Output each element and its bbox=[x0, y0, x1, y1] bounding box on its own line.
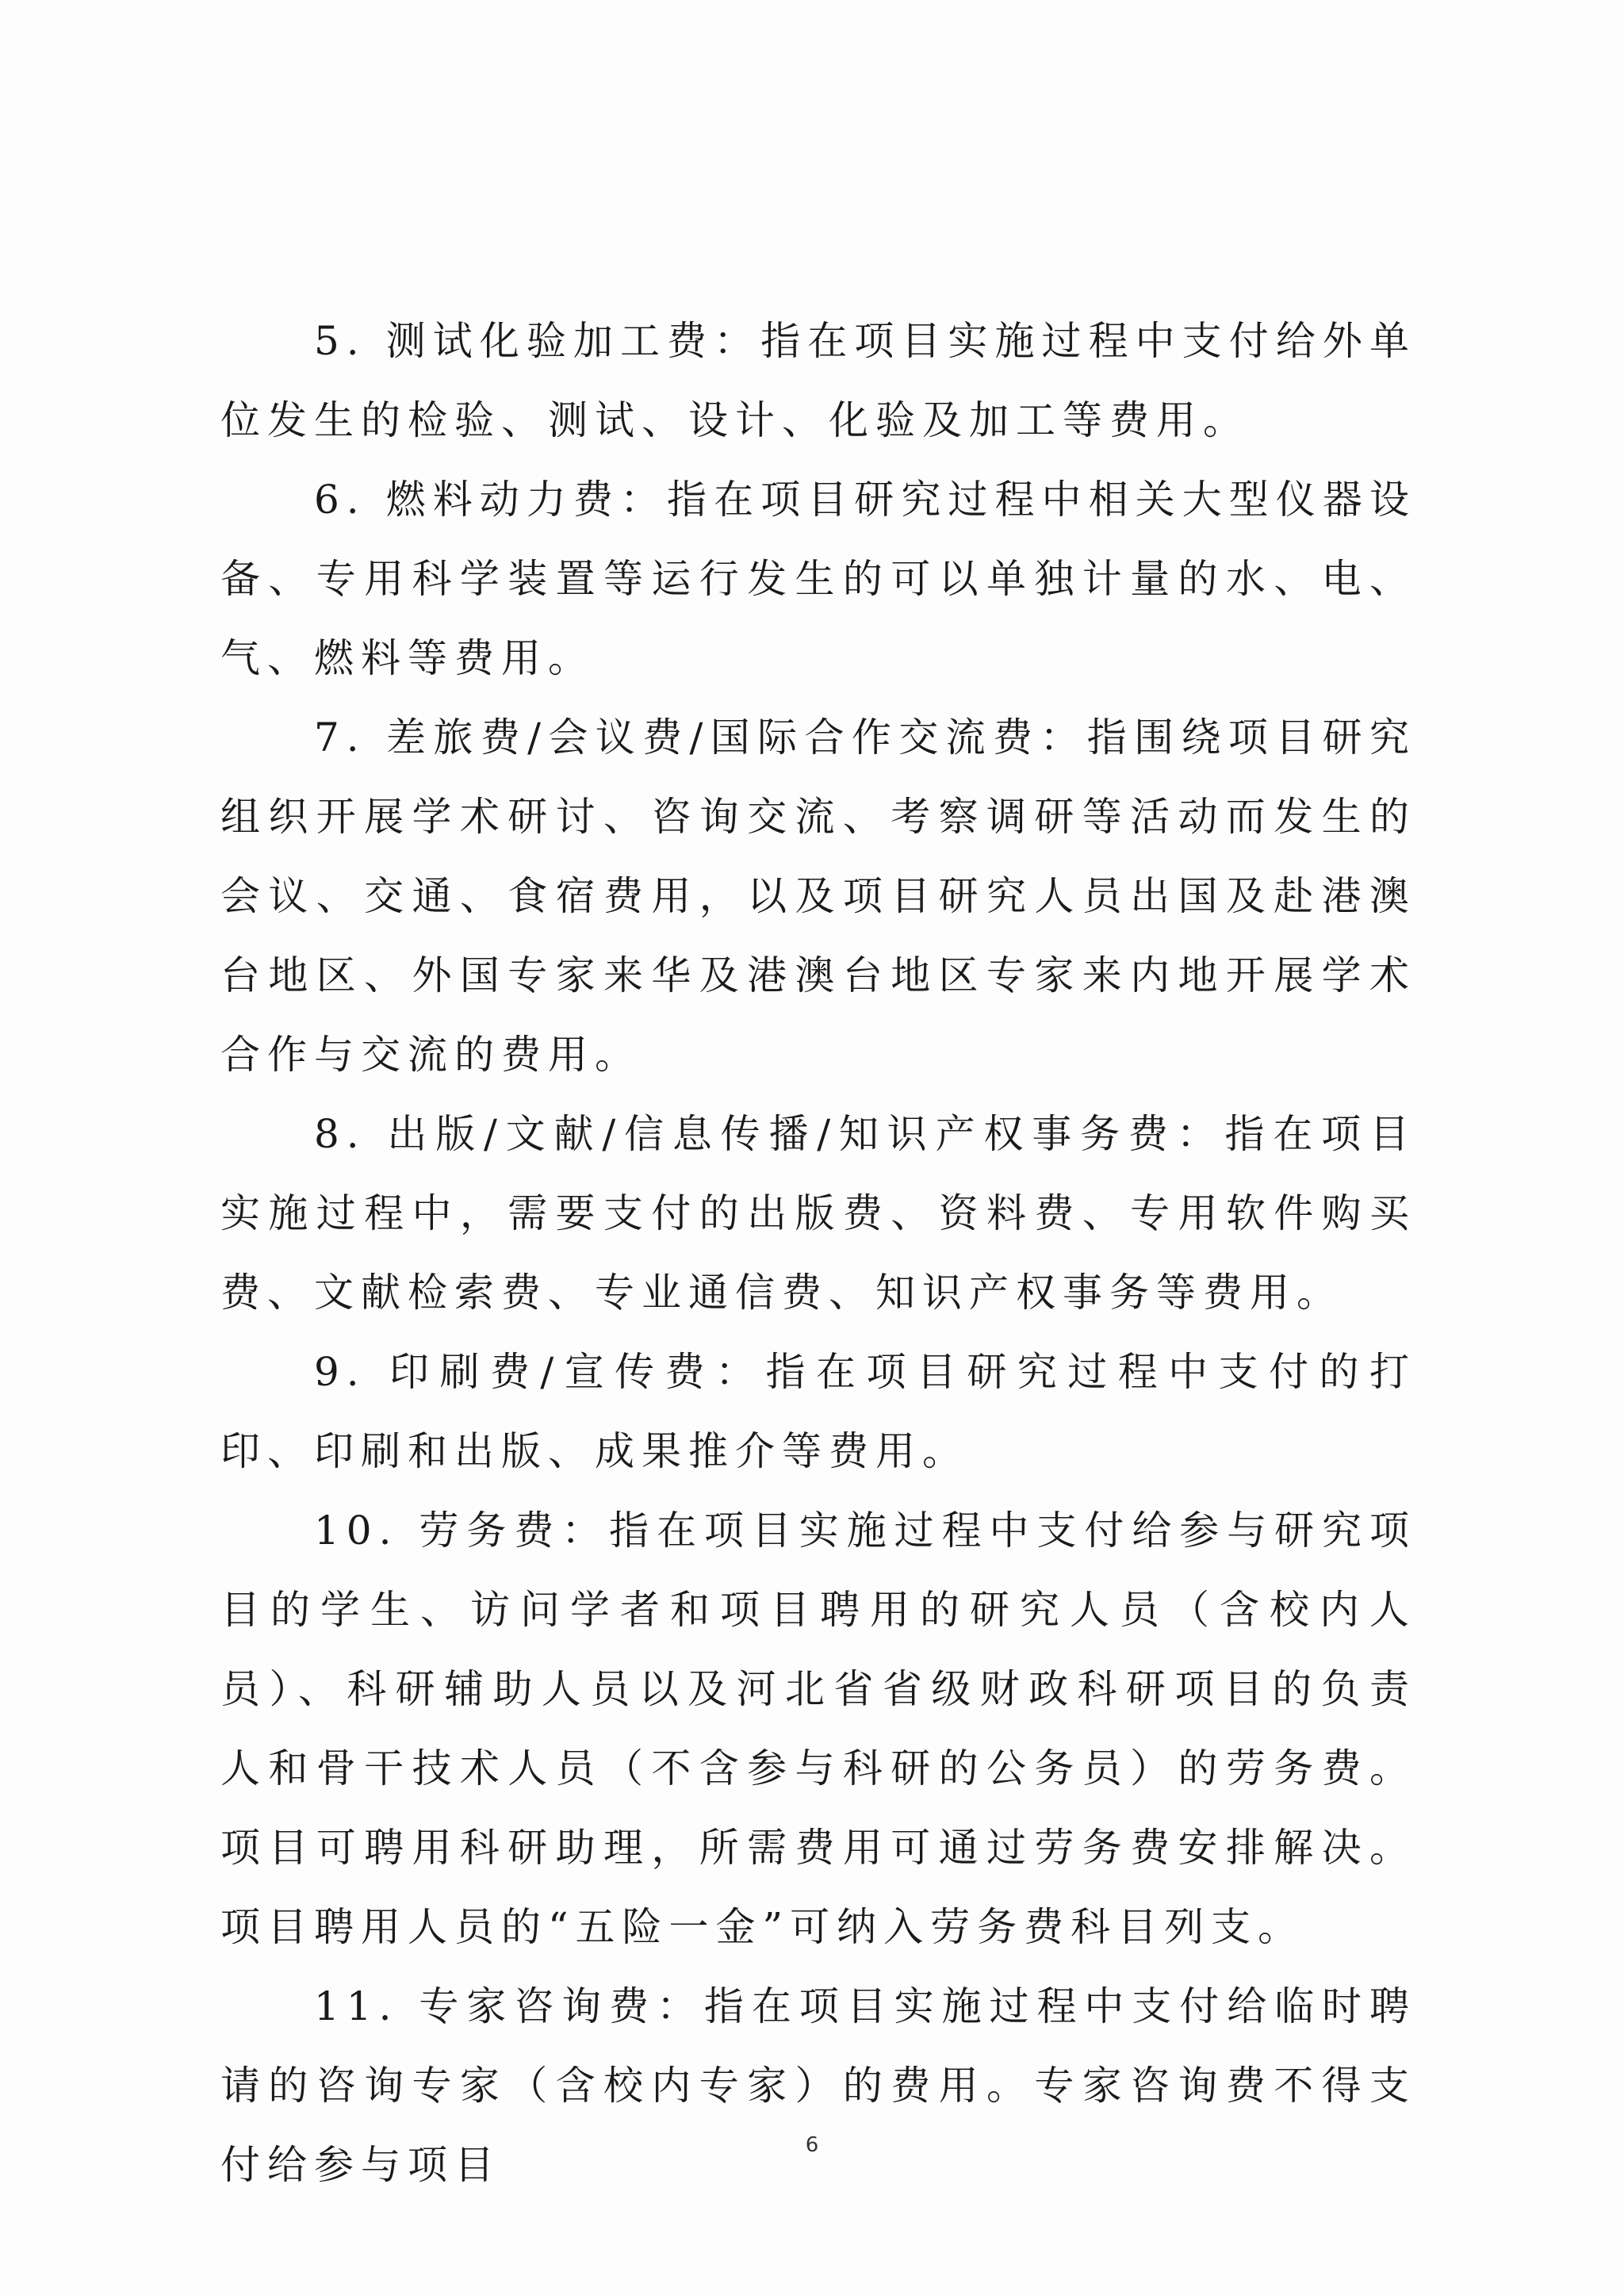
paragraph-expert-fee: 11. 专家咨询费：指在项目实施过程中支付给临时聘请的咨询专家（含校内专家）的费用。专家咨询费不得支付给参与项目 bbox=[220, 1983, 1416, 2188]
paragraph-labor-fee: 10. 劳务费：指在项目实施过程中支付给参与研究项目的学生、访问学者和项目聘用的研究人员（含校内人员）、科研辅助人员以及河北省省级财政科研项目的负责人和骨干技术人员（不含参与科研的公务员）的劳务费。项目可聘用科研助理，所需费用可通过劳务费安排解决。项目聘用人员的“五险一金”可纳入劳务费科目列支。 bbox=[220, 1508, 1416, 1950]
page-number: 6 bbox=[805, 2133, 819, 2157]
paragraph-publication-fee: 8. 出版/文献/信息传播/知识产权事务费：指在项目实施过程中，需要支付的出版费、资料费、专用软件购买费、文献检索费、专业通信费、知识产权事务等费用。 bbox=[220, 1111, 1416, 1316]
paragraph-testing-fee: 5. 测试化验加工费：指在项目实施过程中支付给外单位发生的检验、测试、设计、化验及加工等费用。 bbox=[220, 318, 1416, 443]
paragraph-travel-meeting-fee: 7. 差旅费/会议费/国际合作交流费：指围绕项目研究组织开展学术研讨、咨询交流、考察调研等活动而发生的会议、交通、食宿费用，以及项目研究人员出国及赴港澳台地区、外国专家来华及港澳台地区专家来内地开展学术合作与交流的费用。 bbox=[220, 715, 1416, 1078]
paragraph-fuel-power-fee: 6. 燃料动力费：指在项目研究过程中相关大型仪器设备、专用科学装置等运行发生的可以单独计量的水、电、气、燃料等费用。 bbox=[220, 477, 1416, 681]
paragraph-printing-fee: 9. 印刷费/宣传费：指在项目研究过程中支付的打印、印刷和出版、成果推介等费用。 bbox=[220, 1349, 1416, 1474]
document-body bbox=[220, 301, 1416, 2205]
